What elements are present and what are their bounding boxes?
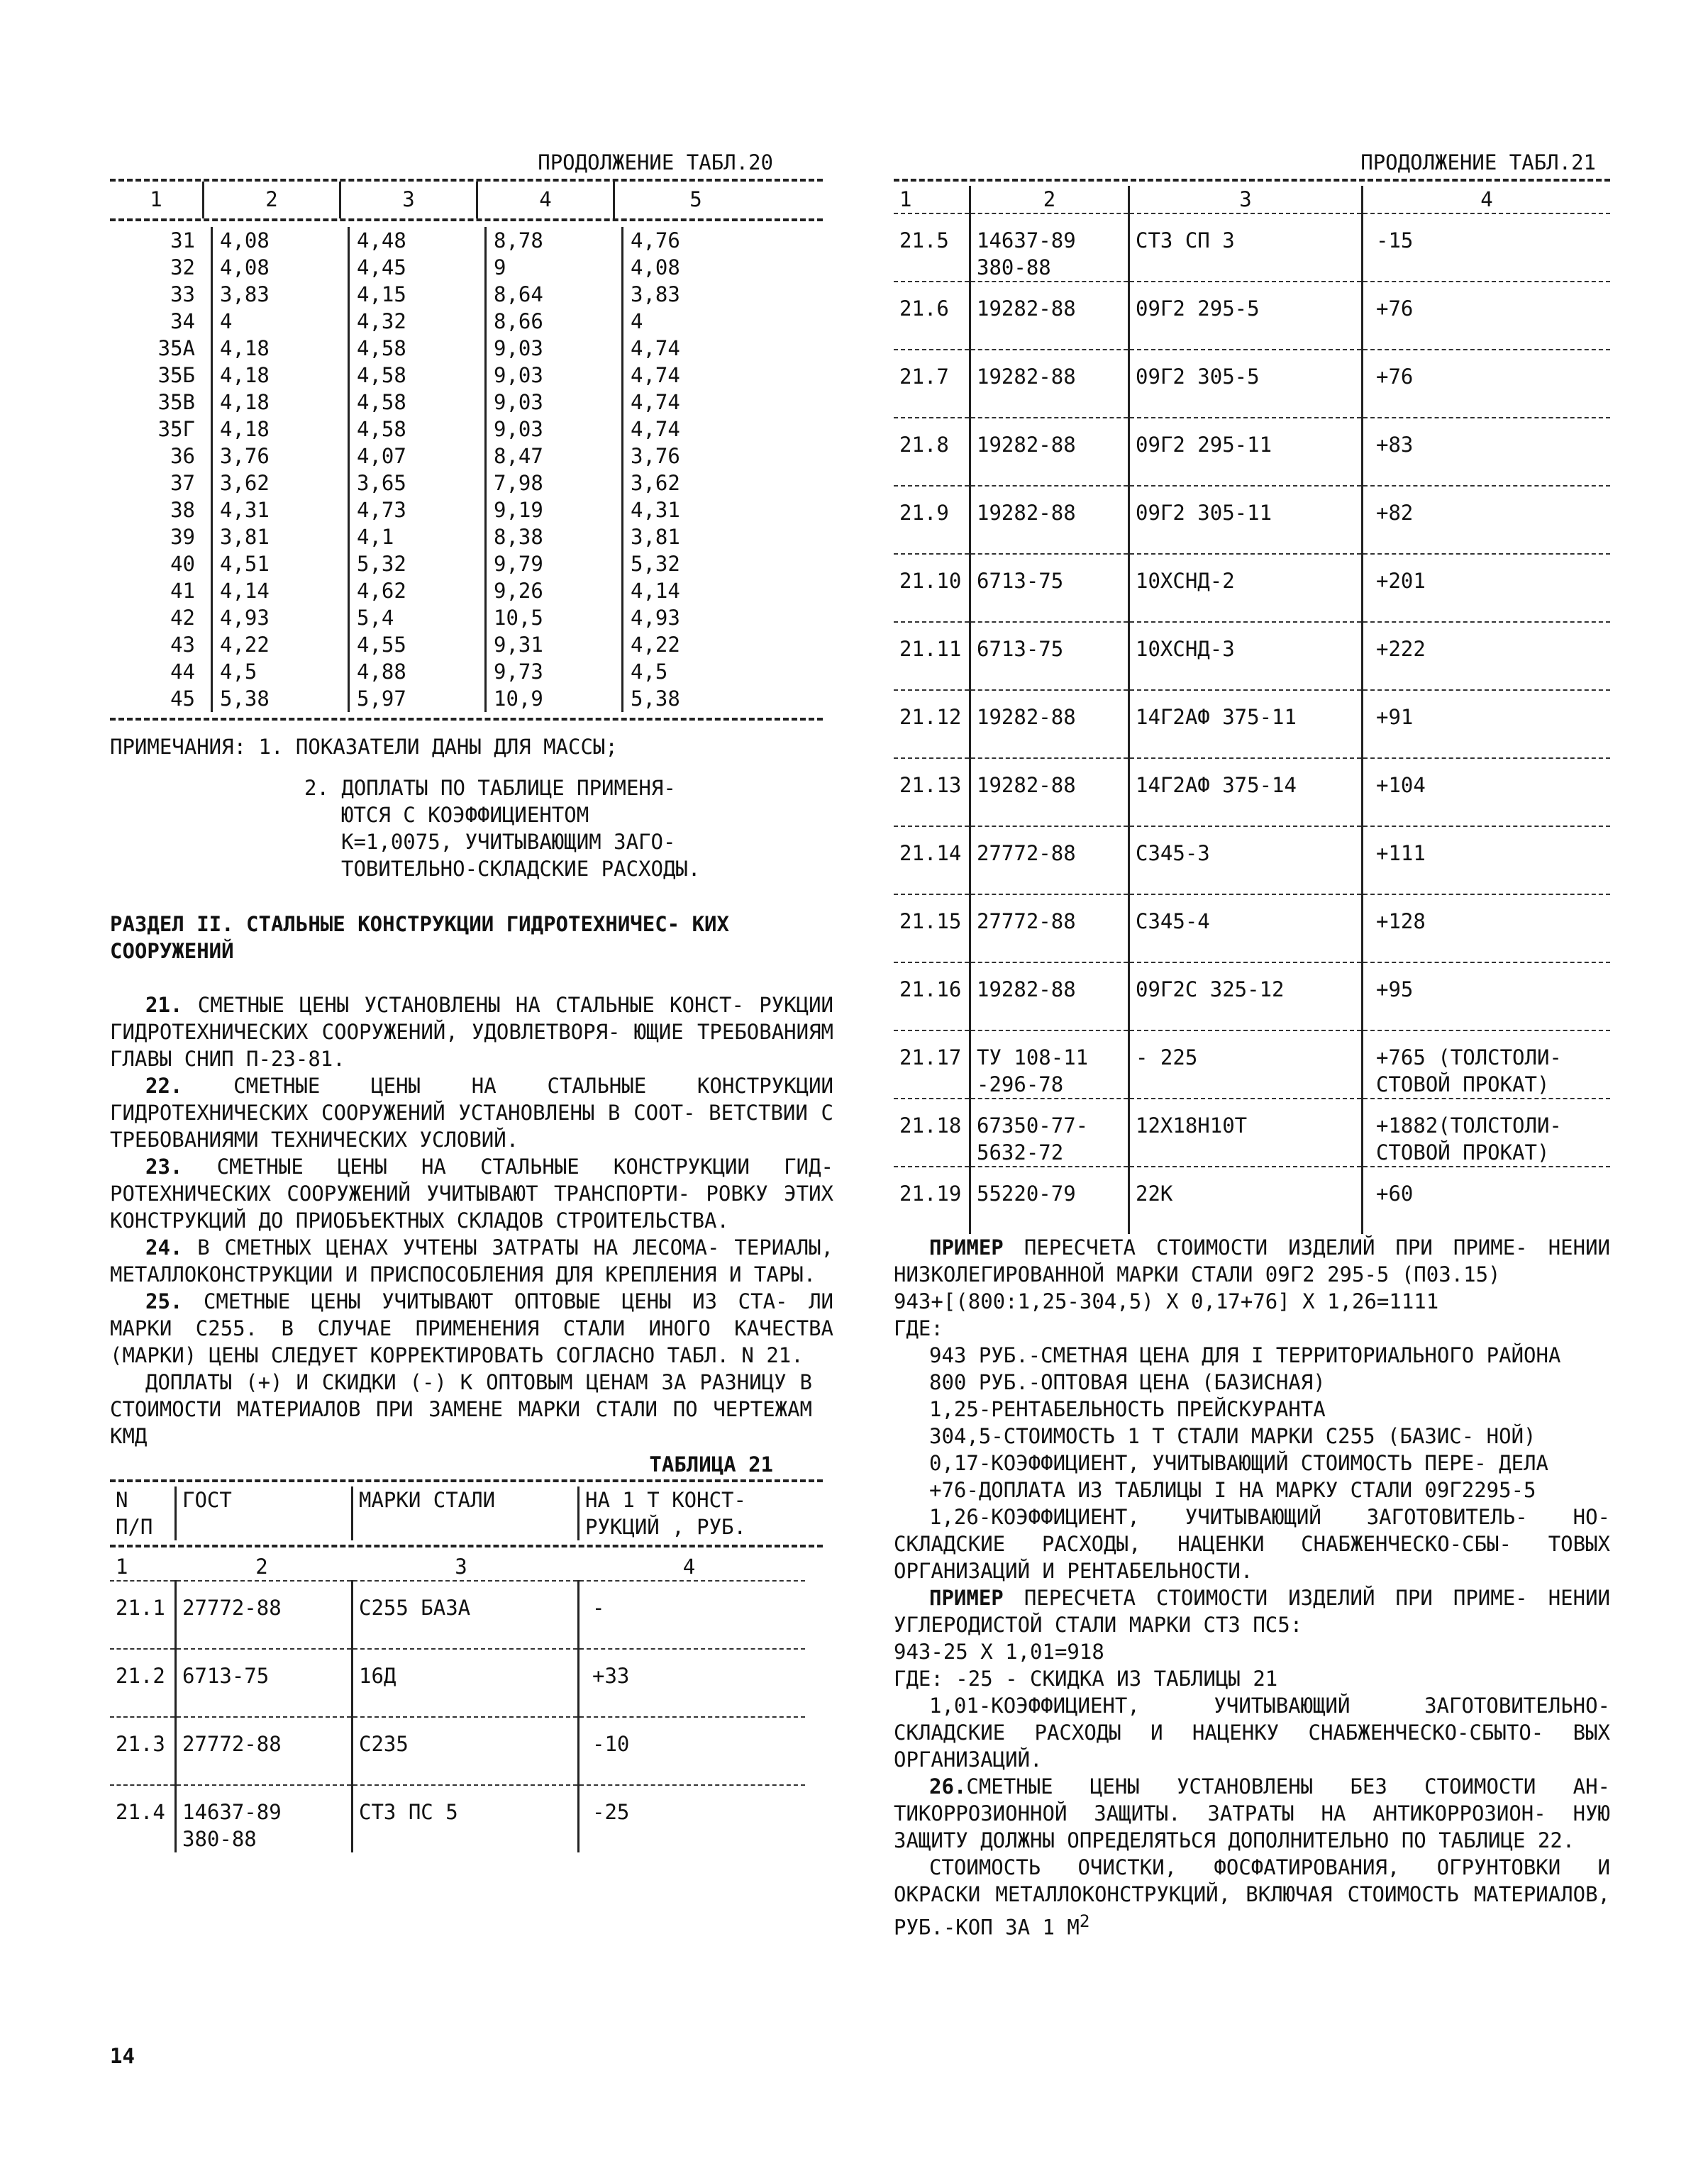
table-cell: 35А xyxy=(157,336,195,360)
example-item: 943 РУБ.-СМЕТНАЯ ЦЕНА ДЛЯ I ТЕРРИТОРИАЛЬНОГО РАЙОНА xyxy=(929,1343,1561,1367)
table-cell: 9,79 xyxy=(486,550,623,577)
example-item: 800 РУБ.-ОПТОВАЯ ЦЕНА (БАЗИСНАЯ) xyxy=(929,1370,1326,1394)
table-cell: 4,22 xyxy=(212,631,349,658)
table-cell: +128 xyxy=(1363,895,1611,962)
table20-body xyxy=(110,227,777,712)
table-cell: 4,55 xyxy=(349,631,486,658)
table-row xyxy=(894,1167,1610,1234)
header-cell: 1 xyxy=(150,187,162,211)
table-cell: +33 xyxy=(579,1650,806,1717)
table-cell: +765 (ТОЛСТОЛИ- СТОВОЙ ПРОКАТ) xyxy=(1363,1031,1611,1099)
paragraph: 21. СМЕТНЫЕ ЦЕНЫ УСТАНОВЛЕНЫ НА СТАЛЬНЫЕ КОНСТ- РУКЦИИ ГИДРОТЕХНИЧЕСКИХ СООРУЖЕНИЙ, УДОВЛЕТВОРЯ- ЮЩИЕ ТРЕБОВАНИЯМ ГЛАВЫ СНИП П-23-81. xyxy=(110,993,833,1071)
table-cell: 4,73 xyxy=(349,496,486,523)
table-cell: 8,64 xyxy=(486,281,623,308)
example1-items xyxy=(894,1342,1610,1584)
table-row xyxy=(110,631,777,658)
example-item: 1,26-КОЭФФИЦИЕНТ, УЧИТЫВАЮЩИЙ ЗАГОТОВИТЕЛЬ- НО-СКЛАДСКИЕ РАСХОДЫ, НАЦЕНКИ СНАБЖЕНЧЕСКО-СБЫ- ТОВЫХ ОРГАНИЗАЦИЙ И РЕНТАБЕЛЬНОСТИ. xyxy=(894,1505,1610,1583)
table-cell: 4,08 xyxy=(212,227,349,254)
table-cell: 19282-88 xyxy=(970,691,1129,758)
table-row xyxy=(110,227,777,254)
table-cell: 35В xyxy=(157,390,195,414)
example2-formula: 943-25 X 1,01=918 xyxy=(894,1640,1104,1664)
table-cell: 9,19 xyxy=(486,496,623,523)
table-row xyxy=(110,254,777,281)
table-cell: 10ХСНД-3 xyxy=(1129,623,1363,690)
table20 xyxy=(110,182,777,218)
table-cell: 34 xyxy=(170,309,195,333)
table-row xyxy=(110,469,777,496)
table-cell: 19282-88 xyxy=(970,418,1129,486)
table-cell: +111 xyxy=(1363,827,1611,894)
table-cell: С345-3 xyxy=(1129,827,1363,894)
table-cell: 4,62 xyxy=(349,577,486,604)
num-cell: 1 xyxy=(899,187,912,211)
example-item: 0,17-КОЭФФИЦИЕНТ, УЧИТЫВАЮЩИЙ СТОИМОСТЬ ПЕРЕ- ДЕЛА xyxy=(929,1451,1548,1475)
table-cell: 21.12 xyxy=(899,705,962,729)
table21-title: ТАБЛИЦА 21 xyxy=(649,1452,773,1477)
paragraph: 24. В СМЕТНЫХ ЦЕНАХ УЧТЕНЫ ЗАТРАТЫ НА ЛЕСОМА- ТЕРИАЛЫ, МЕТАЛЛОКОНСТРУКЦИИ И ПРИСПОСОБЛЕНИЯ ДЛЯ КРЕПЛЕНИЯ И ТАРЫ. xyxy=(110,1235,833,1286)
table-cell: 27772-88 xyxy=(176,1582,353,1649)
table-cell: 19282-88 xyxy=(970,759,1129,826)
table-cell: 39 xyxy=(170,525,195,549)
table-row xyxy=(110,1650,805,1717)
table-cell: 27772-88 xyxy=(970,895,1129,962)
table-cell: 35Г xyxy=(157,417,195,441)
table-cell: 21.15 xyxy=(899,909,962,933)
table-row xyxy=(894,623,1610,690)
table-cell: 5,38 xyxy=(623,685,777,712)
table-cell: +222 xyxy=(1363,623,1611,690)
table-cell: 21.5 xyxy=(899,228,949,252)
table-cell: 8,38 xyxy=(486,523,623,550)
table-cell: 44 xyxy=(170,660,195,684)
table-cell: 8,78 xyxy=(486,227,623,254)
table-cell: 5,4 xyxy=(349,604,486,631)
table-cell: +76 xyxy=(1363,282,1611,350)
header-n: N П/П xyxy=(116,1488,153,1539)
table-cell: 21.1 xyxy=(116,1596,165,1620)
table-row xyxy=(110,496,777,523)
table-cell: 43 xyxy=(170,633,195,657)
table-cell: 3,81 xyxy=(623,523,777,550)
table-cell: +201 xyxy=(1363,555,1611,622)
examples xyxy=(894,1234,1610,1941)
table-cell: 4,15 xyxy=(349,281,486,308)
table21-header xyxy=(110,1486,805,1540)
table-cell: 21.19 xyxy=(899,1182,962,1206)
table-cell: 3,76 xyxy=(212,443,349,469)
table-row xyxy=(110,443,777,469)
table-cell: 10ХСНД-2 xyxy=(1129,555,1363,622)
header-cell: 4 xyxy=(477,182,614,218)
table-cell: 12Х18Н10Т xyxy=(1129,1099,1363,1167)
example1-gde: ГДЕ: xyxy=(894,1316,943,1340)
table-cell: 35Б xyxy=(157,363,195,387)
num-cell: 2 xyxy=(970,186,1129,213)
table-cell: 21.6 xyxy=(899,296,949,321)
table-cell: 7,98 xyxy=(486,469,623,496)
table-row xyxy=(110,1718,805,1785)
paragraph: 23. СМЕТНЫЕ ЦЕНЫ НА СТАЛЬНЫЕ КОНСТРУКЦИИ ГИД- РОТЕХНИЧЕСКИХ СООРУЖЕНИЙ УЧИТЫВАЮТ ТРАНСПОРТИ- РОВКУ ЭТИХ КОНСТРУКЦИЙ ДО ПРИОБЪЕКТНЫХ СКЛАДОВ СТРОИТЕЛЬСТВА. xyxy=(110,1155,833,1233)
table-cell: 4,1 xyxy=(349,523,486,550)
note-2: 2. ДОПЛАТЫ ПО ТАБЛИЦЕ ПРИМЕНЯ- ЮТСЯ С КОЭФФИЦИЕНТОМ К=1,0075, УЧИТЫВАЮЩИМ ЗАГО- ТОВИТЕЛЬНО-СКЛАДСКИЕ РАСХОДЫ. xyxy=(304,776,701,881)
table-cell: 4,93 xyxy=(623,604,777,631)
table-cell: 3,62 xyxy=(212,469,349,496)
table-row xyxy=(110,389,777,416)
table-cell: 22К xyxy=(1129,1167,1363,1234)
notes xyxy=(110,733,823,882)
rule xyxy=(110,718,823,721)
example2-item: 1,01-КОЭФФИЦИЕНТ, УЧИТЫВАЮЩИЙ ЗАГОТОВИТЕЛЬНО- СКЛАДСКИЕ РАСХОДЫ И НАЦЕНКУ СНАБЖЕНЧЕСКО-СБЫТО- ВЫХ ОРГАНИЗАЦИЙ. xyxy=(894,1694,1610,1772)
table-cell: 4,58 xyxy=(349,389,486,416)
table-row xyxy=(110,416,777,443)
table-cell: 33 xyxy=(170,282,195,306)
rule xyxy=(110,1479,823,1482)
table-cell: 27772-88 xyxy=(970,827,1129,894)
table-cell: +91 xyxy=(1363,691,1611,758)
table21-body xyxy=(110,1580,805,1852)
table21-cont-body xyxy=(894,213,1610,1234)
table-cell: 09Г2С 325-12 xyxy=(1129,963,1363,1030)
table-cell: 3,65 xyxy=(349,469,486,496)
table-cell: 16Д xyxy=(353,1650,579,1717)
final-text: СТОИМОСТЬ ОЧИСТКИ, ФОСФАТИРОВАНИЯ, ОГРУНТОВКИ И ОКРАСКИ МЕТАЛЛОКОНСТРУКЦИЙ, ВКЛЮЧАЯ СТОИМОСТЬ МАТЕРИАЛОВ, РУБ.-КОП ЗА 1 $М^2$ xyxy=(894,1855,1610,1940)
num-cell: 2 xyxy=(255,1555,268,1579)
table-cell: 3,76 xyxy=(623,443,777,469)
table-cell: С235 xyxy=(353,1718,579,1785)
table-cell: 09Г2 305-5 xyxy=(1129,350,1363,418)
table-cell: 9,03 xyxy=(486,362,623,389)
para-26: 26.СМЕТНЫЕ ЦЕНЫ УСТАНОВЛЕНЫ БЕЗ СТОИМОСТИ АН- ТИКОРРОЗИОННОЙ ЗАЩИТЫ. ЗАТРАТЫ НА АНТИКОРРОЗИОН- НУЮ ЗАЩИТУ ДОЛЖНЫ ОПРЕДЕЛЯТЬСЯ ДОПОЛНИТЕЛЬНО ПО ТАБЛИЦЕ 22. xyxy=(894,1774,1610,1852)
example-item: 1,25-РЕНТАБЕЛЬНОСТЬ ПРЕЙСКУРАНТА xyxy=(929,1397,1326,1421)
right-column xyxy=(894,149,1610,1941)
rule xyxy=(110,1545,823,1547)
table-cell: -25 xyxy=(579,1786,806,1852)
table-cell: 21.17 xyxy=(899,1045,962,1069)
table-cell: 4,08 xyxy=(623,254,777,281)
table-cell: 42 xyxy=(170,606,195,630)
table-cell: 4,58 xyxy=(349,335,486,362)
section-title: РАЗДЕЛ II. СТАЛЬНЫЕ КОНСТРУКЦИИ ГИДРОТЕХНИЧЕС- КИХ СООРУЖЕНИЙ xyxy=(110,912,729,963)
table-cell: 4,5 xyxy=(212,658,349,685)
table-cell: 9,26 xyxy=(486,577,623,604)
table-cell: 4,58 xyxy=(349,416,486,443)
table-cell: 21.8 xyxy=(899,433,949,457)
table-cell: -15 xyxy=(1363,214,1611,282)
table-cell: +60 xyxy=(1363,1167,1611,1234)
table-cell: 27772-88 xyxy=(176,1718,353,1785)
table-cell: 4,48 xyxy=(349,227,486,254)
table-cell: 4,22 xyxy=(623,631,777,658)
table-cell: 8,47 xyxy=(486,443,623,469)
table-cell: 19282-88 xyxy=(970,282,1129,350)
left-column xyxy=(110,149,833,1852)
table-cell: 19282-88 xyxy=(970,350,1129,418)
table-cell: 8,66 xyxy=(486,308,623,335)
table-cell: +95 xyxy=(1363,963,1611,1030)
table-cell: 36 xyxy=(170,444,195,468)
table-cell: 9,03 xyxy=(486,335,623,362)
table-cell: 19282-88 xyxy=(970,963,1129,1030)
rule xyxy=(894,179,1610,182)
table-cell: 21.11 xyxy=(899,637,962,661)
table-cell: 21.2 xyxy=(116,1664,165,1688)
table-cell: 3,83 xyxy=(623,281,777,308)
example2-gde: ГДЕ: -25 - СКИДКА ИЗ ТАБЛИЦЫ 21 xyxy=(894,1667,1278,1691)
example1-formula: 943+[(800:1,25-304,5) X 0,17+76] X 1,26=1111 xyxy=(894,1289,1439,1313)
num-cell: 1 xyxy=(116,1555,128,1579)
header-cell: 5 xyxy=(614,182,777,218)
table-cell: 67350-77- 5632-72 xyxy=(970,1099,1129,1167)
table-row xyxy=(894,1031,1610,1099)
table-cell: 4,45 xyxy=(349,254,486,281)
table-cell: 19282-88 xyxy=(970,487,1129,554)
table-cell: 6713-75 xyxy=(176,1650,353,1717)
table-cell: 4,18 xyxy=(212,416,349,443)
table-cell: 32 xyxy=(170,255,195,279)
table-cell: 4,31 xyxy=(623,496,777,523)
table-cell: 10,9 xyxy=(486,685,623,712)
table-cell: 14637-89 380-88 xyxy=(176,1786,353,1852)
table-cell: 21.7 xyxy=(899,365,949,389)
table-row xyxy=(894,1099,1610,1167)
rule xyxy=(110,218,823,221)
table-cell: С255 БАЗА xyxy=(353,1582,579,1649)
table-cell: - xyxy=(579,1582,806,1649)
header-cell: 2 xyxy=(204,182,340,218)
table-cell: 14Г2АФ 375-14 xyxy=(1129,759,1363,826)
table-row xyxy=(894,214,1610,282)
table21-numbers xyxy=(110,1553,805,1580)
table-cell: 31 xyxy=(170,228,195,252)
table-row xyxy=(894,487,1610,554)
header-marki: МАРКИ СТАЛИ xyxy=(353,1486,579,1540)
table-cell: 4,18 xyxy=(212,335,349,362)
example2-text: ПРИМЕР ПЕРЕСЧЕТА СТОИМОСТИ ИЗДЕЛИЙ ПРИ ПРИМЕ- НЕНИИ УГЛЕРОДИСТОЙ СТАЛИ МАРКИ СТ3 ПС5: xyxy=(894,1586,1610,1637)
table-cell: 21.9 xyxy=(899,501,949,525)
num-cell: 4 xyxy=(682,1555,696,1579)
table-cell: 4,74 xyxy=(623,335,777,362)
table-cell: 6713-75 xyxy=(970,555,1129,622)
table-cell: 4 xyxy=(212,308,349,335)
table-cell: -10 xyxy=(579,1718,806,1785)
table-row xyxy=(110,604,777,631)
table-cell: +76 xyxy=(1363,350,1611,418)
table-row xyxy=(110,362,777,389)
table-cell: 3,83 xyxy=(212,281,349,308)
table-cell: 4,5 xyxy=(623,658,777,685)
table-row xyxy=(110,577,777,604)
table-cell: 55220-79 xyxy=(970,1167,1129,1234)
table-cell: 21.18 xyxy=(899,1113,962,1138)
table-cell: 9,03 xyxy=(486,416,623,443)
table-cell: 4,18 xyxy=(212,362,349,389)
table-row xyxy=(110,1786,805,1852)
table-cell: 4,14 xyxy=(623,577,777,604)
table-cell: +83 xyxy=(1363,418,1611,486)
paragraph: 22. СМЕТНЫЕ ЦЕНЫ НА СТАЛЬНЫЕ КОНСТРУКЦИИ ГИДРОТЕХНИЧЕСКИХ СООРУЖЕНИЙ УСТАНОВЛЕНЫ В СООТ- ВЕТСТВИИ С ТРЕБОВАНИЯМИ ТЕХНИЧЕСКИХ УСЛОВИЙ. xyxy=(110,1074,833,1152)
table-cell: 09Г2 295-5 xyxy=(1129,282,1363,350)
table-row xyxy=(110,550,777,577)
table-cell: 38 xyxy=(170,498,195,522)
table-cell: СТ3 СП 3 xyxy=(1129,214,1363,282)
table-cell: 37 xyxy=(170,471,195,495)
table-row xyxy=(894,282,1610,350)
paragraph: 25. СМЕТНЫЕ ЦЕНЫ УЧИТЫВАЮТ ОПТОВЫЕ ЦЕНЫ ИЗ СТА- ЛИ МАРКИ С255. В СЛУЧАЕ ПРИМЕНЕНИЯ СТАЛИ ИНОГО КАЧЕСТВА (МАРКИ) ЦЕНЫ СЛЕДУЕТ КОРРЕКТИРОВАТЬ СОГЛАСНО ТАБЛ. N 21. xyxy=(110,1289,833,1367)
table-row xyxy=(110,685,777,712)
table-cell: 5,97 xyxy=(349,685,486,712)
table-cell: 14637-89 380-88 xyxy=(970,214,1129,282)
page-number: 14 xyxy=(110,2044,135,2068)
table-cell: +82 xyxy=(1363,487,1611,554)
table21-cont-numbers xyxy=(894,186,1610,213)
table-row xyxy=(894,759,1610,826)
header-na1t: НА 1 Т КОНСТ- РУКЦИЙ , РУБ. xyxy=(579,1486,806,1540)
table-row xyxy=(110,658,777,685)
table-cell: 6713-75 xyxy=(970,623,1129,690)
example-item: +76-ДОПЛАТА ИЗ ТАБЛИЦЫ I НА МАРКУ СТАЛИ 09Г2295-5 xyxy=(929,1478,1536,1502)
table-cell: 09Г2 295-11 xyxy=(1129,418,1363,486)
table-cell: 9,73 xyxy=(486,658,623,685)
table-cell: 21.10 xyxy=(899,569,962,593)
num-cell: 3 xyxy=(455,1555,467,1579)
table20-header xyxy=(110,182,777,218)
table-cell: 4,14 xyxy=(212,577,349,604)
table-cell: 21.4 xyxy=(116,1800,165,1824)
table-row xyxy=(894,555,1610,622)
table-cell: 14Г2АФ 375-11 xyxy=(1129,691,1363,758)
table-cell: - 225 xyxy=(1129,1031,1363,1099)
table20-caption: ПРОДОЛЖЕНИЕ ТАБЛ.20 xyxy=(538,150,773,174)
table-row xyxy=(110,1582,805,1649)
table-cell: 5,32 xyxy=(349,550,486,577)
table-cell: 4,74 xyxy=(623,362,777,389)
table-cell: 4,93 xyxy=(212,604,349,631)
table-cell: 4,31 xyxy=(212,496,349,523)
table-row xyxy=(894,827,1610,894)
table-cell: СТ3 ПС 5 xyxy=(353,1786,579,1852)
section-paragraphs xyxy=(110,991,833,1369)
table-cell: 5,38 xyxy=(212,685,349,712)
table-cell: 4,74 xyxy=(623,416,777,443)
table-cell: 21.14 xyxy=(899,841,962,865)
table-cell: 10,5 xyxy=(486,604,623,631)
table-cell: 9,03 xyxy=(486,389,623,416)
table-row xyxy=(110,523,777,550)
table-cell: 21.3 xyxy=(116,1732,165,1756)
table-cell: 4 xyxy=(623,308,777,335)
table-row xyxy=(894,895,1610,962)
table21-cont-caption: ПРОДОЛЖЕНИЕ ТАБЛ.21 xyxy=(1360,150,1596,174)
table-row xyxy=(110,335,777,362)
table-cell: ТУ 108-11 -296-78 xyxy=(970,1031,1129,1099)
example1-text: ПРИМЕР ПЕРЕСЧЕТА СТОИМОСТИ ИЗДЕЛИЙ ПРИ ПРИМЕ- НЕНИИ НИЗКОЛЕГИРОВАННОЙ МАРКИ СТАЛИ 09Г2 295-5 (П03.15) xyxy=(894,1235,1610,1286)
table-row xyxy=(894,691,1610,758)
table-cell: 9,31 xyxy=(486,631,623,658)
table-cell: 21.16 xyxy=(899,977,962,1001)
table-cell: 4,32 xyxy=(349,308,486,335)
table-cell: 4,74 xyxy=(623,389,777,416)
table-cell: 3,62 xyxy=(623,469,777,496)
table-cell: 4,88 xyxy=(349,658,486,685)
table-cell: +104 xyxy=(1363,759,1611,826)
num-cell: 3 xyxy=(1129,186,1363,213)
table-cell: 45 xyxy=(170,687,195,711)
header-cell: 3 xyxy=(340,182,477,218)
table-cell: 21.13 xyxy=(899,773,962,797)
table-row xyxy=(894,350,1610,418)
example-item: 304,5-СТОИМОСТЬ 1 Т СТАЛИ МАРКИ С255 (БАЗИС- НОЙ) xyxy=(929,1424,1536,1448)
table-cell: 3,81 xyxy=(212,523,349,550)
table-cell: 4,51 xyxy=(212,550,349,577)
header-gost: ГОСТ xyxy=(176,1486,353,1540)
table-cell: 40 xyxy=(170,552,195,576)
table-cell: С345-4 xyxy=(1129,895,1363,962)
table-cell: 4,18 xyxy=(212,389,349,416)
table-cell: +1882(ТОЛСТОЛИ- СТОВОЙ ПРОКАТ) xyxy=(1363,1099,1611,1167)
table-row xyxy=(110,308,777,335)
table-cell: 5,32 xyxy=(623,550,777,577)
note-1: ПРИМЕЧАНИЯ: 1. ПОКАЗАТЕЛИ ДАНЫ ДЛЯ МАССЫ; xyxy=(110,735,618,759)
doplaty-text: ДОПЛАТЫ (+) И СКИДКИ (-) К ОПТОВЫМ ЦЕНАМ ЗА РАЗНИЦУ В СТОИМОСТИ МАТЕРИАЛОВ ПРИ ЗАМЕНЕ МАРКИ СТАЛИ ПО ЧЕРТЕЖАМ КМД xyxy=(110,1370,812,1448)
num-cell: 4 xyxy=(1363,186,1611,213)
table-row xyxy=(894,418,1610,486)
table-cell: 4,76 xyxy=(623,227,777,254)
table-row xyxy=(894,963,1610,1030)
table-cell: 41 xyxy=(170,579,195,603)
table-row xyxy=(110,281,777,308)
table-cell: 4,58 xyxy=(349,362,486,389)
table-cell: 9 xyxy=(486,254,623,281)
table-cell: 4,08 xyxy=(212,254,349,281)
table-cell: 09Г2 305-11 xyxy=(1129,487,1363,554)
table-cell: 4,07 xyxy=(349,443,486,469)
